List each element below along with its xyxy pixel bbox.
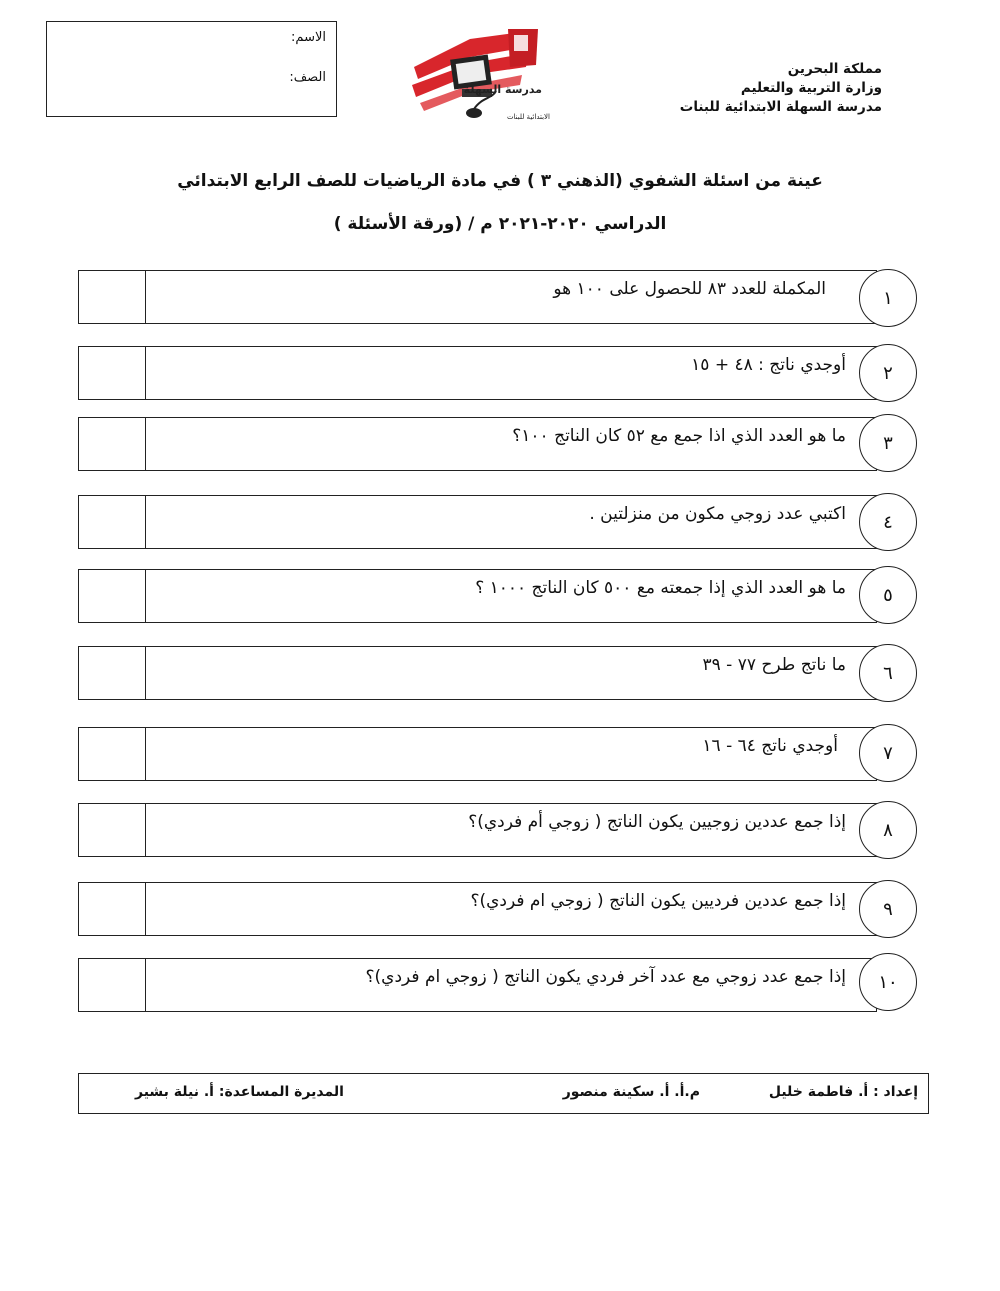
student-info-box xyxy=(46,21,337,117)
answer-box-7[interactable] xyxy=(79,728,146,780)
question-number-1: ١ xyxy=(859,269,917,327)
deputy-principal: المديرة المساعدة: أ. نيلة بشير xyxy=(135,1084,344,1100)
question-number-3: ٣ xyxy=(859,414,917,472)
question-number-9: ٩ xyxy=(859,880,917,938)
question-text-4: اكتبي عدد زوجي مكون من منزلتين . xyxy=(589,504,846,524)
question-text-2: أوجدي ناتج : ٤٨ + ١٥ xyxy=(691,355,846,375)
question-row-8 xyxy=(78,803,877,857)
question-row-5 xyxy=(78,569,877,623)
assistant-teacher: م.أ. أ. سكينة منصور xyxy=(562,1084,700,1100)
page-subtitle: الدراسي ٢٠٢٠-٢٠٢١ م / (ورقة الأسئلة ) xyxy=(333,214,667,234)
logo-subtext: الابتدائية للبنات xyxy=(506,113,550,121)
class-label: الصف: xyxy=(289,70,326,85)
answer-box-2[interactable] xyxy=(79,347,146,399)
answer-box-6[interactable] xyxy=(79,647,146,699)
question-row-7 xyxy=(78,727,877,781)
name-label: الاسم: xyxy=(291,30,326,45)
question-text-1: المكملة للعدد ٨٣ للحصول على ١٠٠ هو xyxy=(553,279,826,299)
answer-box-9[interactable] xyxy=(79,883,146,935)
question-number-5: ٥ xyxy=(859,566,917,624)
question-row-6 xyxy=(78,646,877,700)
answer-box-5[interactable] xyxy=(79,570,146,622)
ministry-header xyxy=(680,60,882,117)
answer-box-8[interactable] xyxy=(79,804,146,856)
question-row-1 xyxy=(78,270,877,324)
answer-box-3[interactable] xyxy=(79,418,146,470)
answer-box-10[interactable] xyxy=(79,959,146,1011)
question-row-3 xyxy=(78,417,877,471)
footer-credits xyxy=(78,1073,929,1114)
question-number-10: ١٠ xyxy=(859,953,917,1011)
question-number-4: ٤ xyxy=(859,493,917,551)
question-text-7: أوجدي ناتج ٦٤ - ١٦ xyxy=(702,736,838,756)
question-row-2 xyxy=(78,346,877,400)
prepared-by: إعداد : أ. فاطمة خليل xyxy=(768,1084,918,1100)
header-line-3: مدرسة السهلة الابتدائية للبنات xyxy=(679,99,882,115)
question-text-8: إذا جمع عددين زوجيين يكون الناتج ( زوجي أم فردي)؟ xyxy=(468,812,846,832)
question-number-8: ٨ xyxy=(859,801,917,859)
question-row-10 xyxy=(78,958,877,1012)
page-title: عينة من اسئلة الشفوي (الذهني ٣ ) في مادة الرياضيات للصف الرابع الابتدائي xyxy=(177,171,823,191)
header-line-1: مملكة البحرين xyxy=(787,61,882,77)
answer-box-4[interactable] xyxy=(79,496,146,548)
question-text-3: ما هو العدد الذي اذا جمع مع ٥٢ كان الناتج ١٠٠؟ xyxy=(512,426,846,446)
question-text-5: ما هو العدد الذي إذا جمعته مع ٥٠٠ كان الناتج ١٠٠٠ ؟ xyxy=(475,578,846,598)
question-row-9 xyxy=(78,882,877,936)
header-line-2: وزارة التربية والتعليم xyxy=(740,80,882,96)
question-text-9: إذا جمع عددين فرديين يكون الناتج ( زوجي ام فردي)؟ xyxy=(470,891,846,911)
question-number-6: ٦ xyxy=(859,644,917,702)
logo-text: مدرسة السهلة xyxy=(463,83,542,96)
question-row-4 xyxy=(78,495,877,549)
question-number-7: ٧ xyxy=(859,724,917,782)
answer-box-1[interactable] xyxy=(79,271,146,323)
question-number-2: ٢ xyxy=(859,344,917,402)
question-text-6: ما ناتج طرح ٧٧ - ٣٩ xyxy=(702,655,846,675)
question-text-10: إذا جمع عدد زوجي مع عدد آخر فردي يكون الناتج ( زوجي ام فردي)؟ xyxy=(365,967,846,987)
school-logo xyxy=(410,27,560,127)
